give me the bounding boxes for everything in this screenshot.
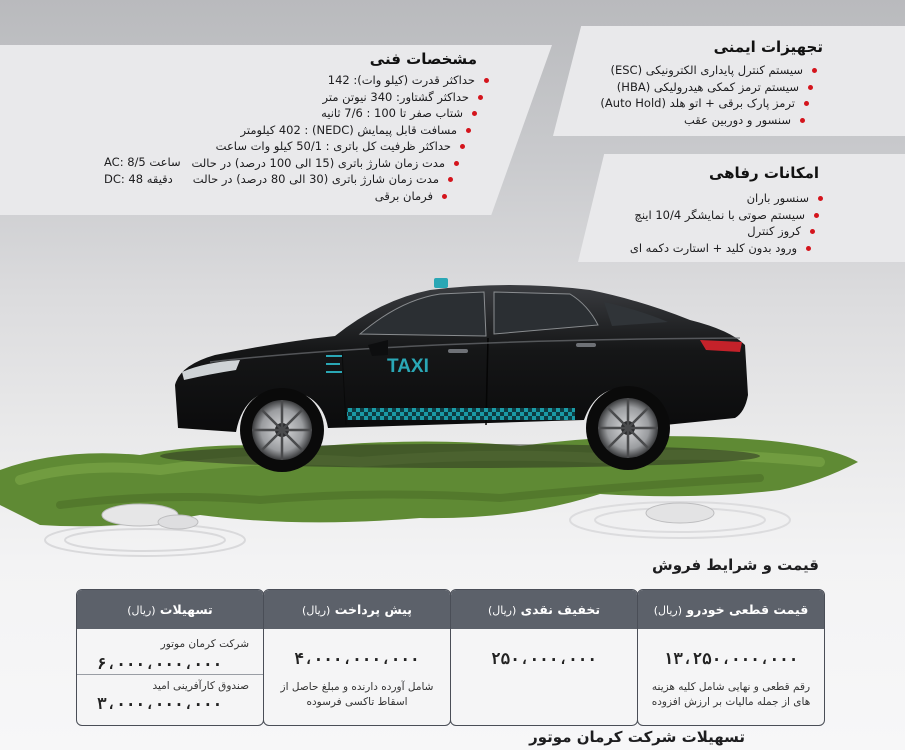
bullet-icon	[804, 101, 809, 106]
spec-item: شتاب صفر تا 100 : 7/6 ثانیه	[191, 105, 477, 122]
rear-wheel	[586, 386, 670, 470]
discount-value: ۲۵۰،۰۰۰،۰۰۰	[491, 649, 597, 668]
downpayment-value: ۴،۰۰۰،۰۰۰،۰۰۰	[294, 649, 420, 668]
spec-item: حداکثر قدرت (کیلو وات): 142	[191, 72, 489, 89]
bullet-icon	[472, 111, 477, 116]
rock	[158, 515, 198, 529]
comfort-item: ورود بدون کلید + استارت دکمه ای	[630, 240, 811, 257]
checker-stripe	[347, 408, 575, 420]
bullet-icon	[442, 194, 447, 199]
bullet-icon	[818, 196, 823, 201]
car-scene	[0, 262, 905, 562]
rock	[646, 503, 714, 523]
bullet-icon	[800, 118, 805, 123]
card-header: پیش پرداخت (ریال)	[264, 590, 450, 629]
comfort-item: سنسور باران	[630, 190, 823, 207]
downpayment-note: شامل آورده دارنده و مبلغ حاصل از اسقاط تاکسی فرسوده	[280, 681, 434, 708]
bullet-icon	[484, 78, 489, 83]
sand-ripple	[65, 529, 225, 551]
bullet-icon	[454, 161, 459, 166]
safety-title: تجهیزات ایمنی	[713, 38, 823, 56]
taxi-roof-light	[434, 278, 448, 288]
spec-item: حداکثر گشتاور: 340 نیوتن متر	[191, 89, 483, 106]
safety-item: ترمز پارک برقی + اتو هلد (Auto Hold)	[600, 95, 809, 112]
card-header: تسهیلات (ریال)	[77, 590, 263, 629]
taxi-label: TAXI	[387, 356, 429, 377]
bullet-icon	[806, 246, 811, 251]
ac-charge-time: AC: 8/5 ساعت	[104, 155, 181, 169]
price-card-facilities	[76, 589, 264, 726]
bullet-icon	[812, 68, 817, 73]
card-divider	[77, 674, 263, 675]
price-card-downpayment	[263, 589, 451, 726]
safety-item: سیستم ترمز کمکی هیدرولیکی (HBA)	[600, 79, 813, 96]
specs-list	[191, 72, 489, 204]
final-price-note: رقم قطعی و نهایی شامل کلیه هزینه های از جمله مالیات بر ارزش افزوده	[651, 681, 811, 708]
bullet-icon	[810, 229, 815, 234]
bullet-icon	[808, 85, 813, 90]
spec-item: مدت زمان شارژ باتری (30 الی 80 درصد) در حالت	[191, 171, 453, 188]
front-wheel	[240, 388, 324, 472]
bullet-icon	[448, 177, 453, 182]
final-price-value: ۱۳،۲۵۰،۰۰۰،۰۰۰	[663, 649, 799, 668]
dc-charge-time: DC: 48 دقیقه	[104, 172, 173, 186]
door-handle	[576, 343, 596, 347]
spec-item: مسافت قابل پیمایش (NEDC) : 402 کیلومتر	[191, 122, 471, 139]
spec-item: حداکثر ظرفیت کل باتری : 50/1 کیلو وات ساعت	[191, 138, 465, 155]
comfort-item: سیستم صوتی با نمایشگر 10/4 اینچ	[630, 207, 819, 224]
price-card-final	[637, 589, 825, 726]
spec-item: فرمان برقی	[191, 188, 447, 205]
safety-item: سیستم کنترل پایداری الکترونیکی (ESC)	[600, 62, 817, 79]
safety-item: سنسور و دوربین عقب	[600, 112, 805, 129]
pricing-title: قیمت و شرایط فروش	[652, 556, 819, 574]
facility-kerman: شرکت کرمان موتور ۶،۰۰۰،۰۰۰،۰۰۰	[97, 638, 249, 673]
card-header: تخفیف نقدی (ریال)	[451, 590, 637, 629]
bullet-icon	[814, 213, 819, 218]
door-handle	[448, 349, 468, 353]
spec-item: مدت زمان شارژ باتری (15 الی 100 درصد) در حالت	[191, 155, 459, 172]
price-card-discount	[450, 589, 638, 726]
footer-title: تسهیلات شرکت کرمان موتور	[529, 728, 745, 746]
comfort-item: کروز کنترل	[630, 223, 815, 240]
safety-list	[600, 62, 817, 128]
comfort-list	[630, 190, 823, 256]
bullet-icon	[478, 95, 483, 100]
bullet-icon	[466, 128, 471, 133]
facility-omid: صندوق کارآفرینی امید ۳،۰۰۰،۰۰۰،۰۰۰	[97, 680, 249, 713]
card-header: قیمت قطعی خودرو (ریال)	[638, 590, 824, 629]
specs-title: مشخصات فنی	[369, 50, 477, 68]
bullet-icon	[460, 144, 465, 149]
comfort-title: امکانات رفاهی	[708, 164, 819, 182]
